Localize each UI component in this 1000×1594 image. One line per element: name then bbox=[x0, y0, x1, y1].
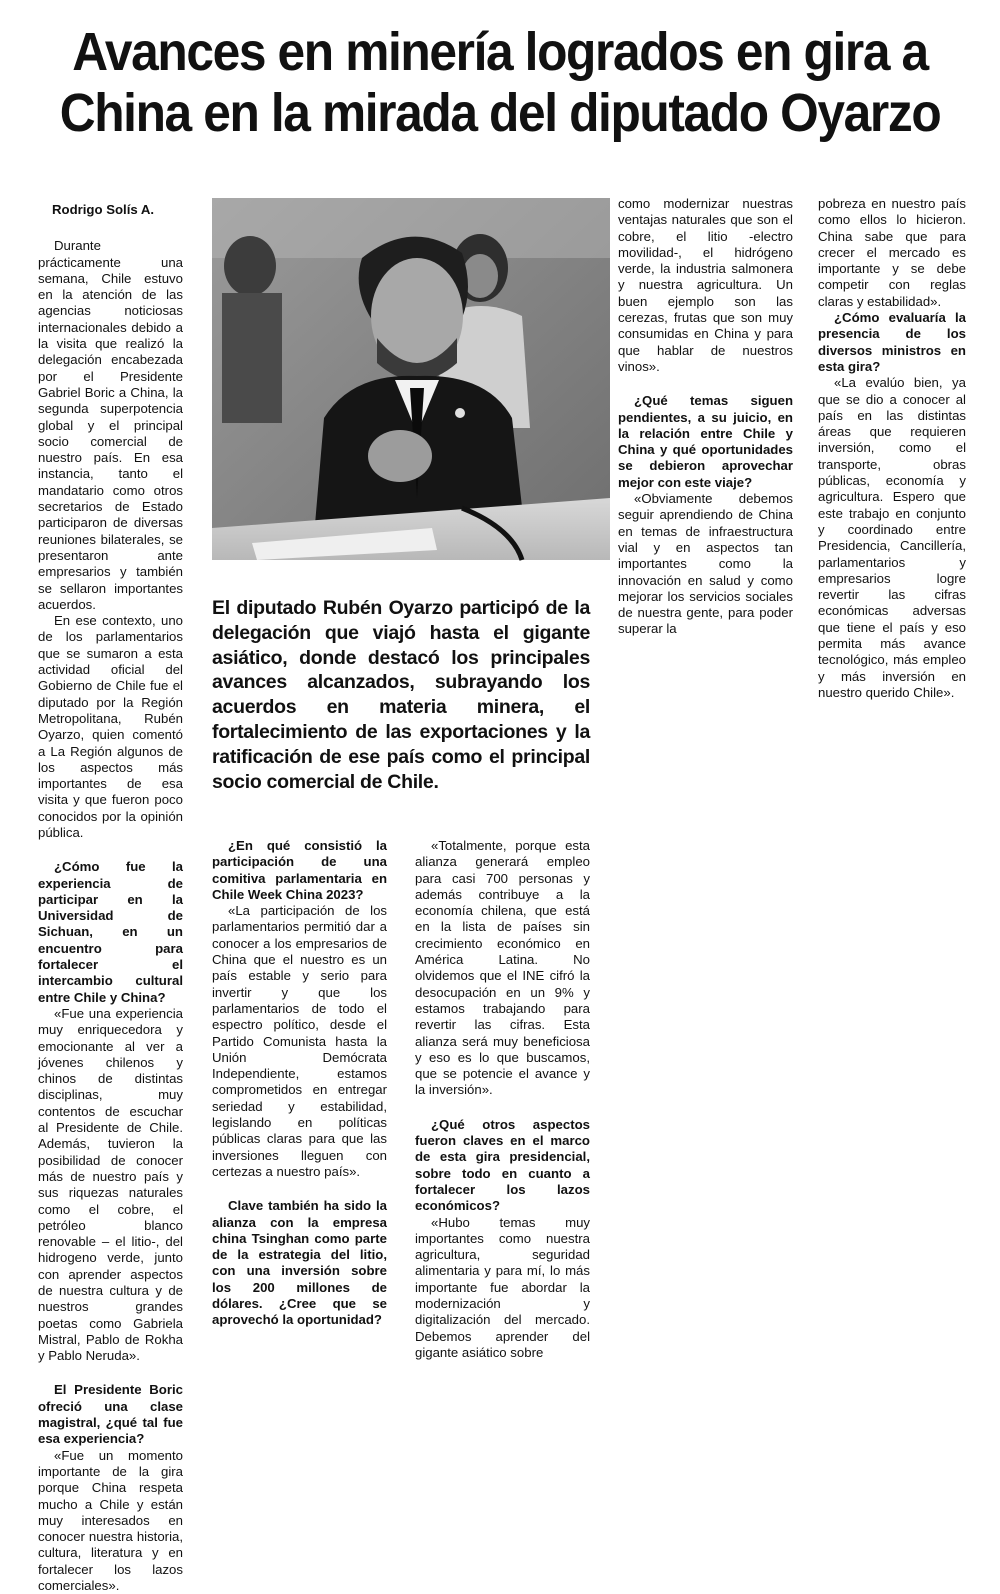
column-1 bbox=[38, 202, 183, 1594]
question: El Presidente Boric ofreció una clase magistral, ¿qué tal fue esa experiencia? bbox=[38, 1382, 183, 1447]
question: Clave también ha sido la alianza con la empresa china Tsinghan como parte de la estrategia del litio, con una inversión sobre los 200 millones de dólares. ¿Cree que se aprovechó la oportunidad? bbox=[212, 1198, 387, 1328]
question: ¿Cómo evaluaría la presencia de los diversos ministros en esta gira? bbox=[818, 310, 966, 374]
byline: Rodrigo Solís A. bbox=[52, 202, 155, 217]
question: ¿Cómo fue la experiencia de participar en la Universidad de Sichuan, en un encuentro para fortalecer el intercambio cultural entre Chile y China? bbox=[38, 859, 183, 1005]
column-5 bbox=[818, 196, 966, 700]
headline: Avances en minería logrados en gira a China en la mirada del diputado Oyarzo bbox=[59, 22, 941, 143]
paragraph: Durante prácticamente una semana, Chile estuvo en la atención de las agencias noticiosas internacionales debido a la visita que realizó la delegación encabezada por el Presidente Gabriel Boric a China, la segunda superpotencia global y el principal socio comercial de nuestro país. En esa instancia, tanto el mandatario como otros secretarios de Estado participaron de diversas reuniones bilaterales, se presentaron ante empresarios y también se sellaron importantes acuerdos. bbox=[38, 238, 183, 612]
answer: «Fue una experiencia muy enriquecedora y emocionante al ver a jóvenes chilenos y chinos de distintas disciplinas, muy contentos de escuchar al Presidente de Chile. Además, tuvieron la posibilidad de conocer más de nuestro país y sus riquezas naturales como el cobre, el petróleo blanco renovable – el litio-, del hidrogeno verde, junto con aprender aspectos de nuestra cultura y de nuestros grandes poetas como Gabriela Mistral, Pablo de Rokha y Pablo Neruda». bbox=[38, 1005, 183, 1364]
answer: como modernizar nuestras ventajas naturales que son el cobre, el litio -electro movilidad-, el hidrógeno verde, la industria salmonera y nuestra agricultura. Un buen ejemplo son las cerezas, frutas que son muy consumidas en China y para que hablar de nuestros vinos». bbox=[618, 196, 793, 374]
answer: «Fue un momento importante de la gira porque China respeta mucho a Chile y están muy interesados en conocer nuestra historia, cultura, literatura y en fortalecer los lazos comerciales». bbox=[38, 1447, 183, 1594]
column-4 bbox=[618, 196, 793, 636]
column-2 bbox=[212, 838, 387, 1358]
answer: «La evalúo bien, ya que se dio a conocer al país en las distintas áreas que requieren inversión, como el transporte, obras públicas, economía y agricultura. Espero que este trabajo en conjunto y coordinado entre Presidencia, Cancillería, parlamentarios y empresarios logre revertir las cifras económicas adversas que tiene el país y eso permita más avance tecnológico, más empleo y más inversión en nuestro querido Chile». bbox=[818, 375, 966, 700]
answer: «Totalmente, porque esta alianza generará empleo para casi 700 personas y además contribuye a la economía chilena, que está en la lista de países sin crecimiento económico en América Latina. No olvidemos que el INE cifró la desocupación en un 9% y estamos trabajando para revertir las cifras. Esta alianza será muy beneficiosa y eso es lo que buscamos, que se potencie el avance y la inversión». bbox=[415, 838, 590, 1098]
photo bbox=[212, 198, 610, 560]
lead-paragraph: El diputado Rubén Oyarzo participó de la delegación que viajó hasta el gigante asiático, donde destacó los principales avances alcanzados, subrayando los acuerdos en materia minera, el fortalecimiento de las exportaciones y la ratificación de ese país como el principal socio comercial de Chile. bbox=[212, 597, 590, 793]
question: ¿Qué otros aspectos fueron claves en el marco de esta gira presidencial, sobre todo en cuanto a fortalecer los lazos económicos? bbox=[415, 1116, 590, 1214]
answer: «Obviamente debemos seguir aprendiendo de China en temas de infraestructura vial y en aspectos tan importantes como la innovación en salud y como mejorar los servicios sociales de nuestra gente, para poder superar la bbox=[618, 491, 793, 637]
paragraph: En ese contexto, uno de los parlamentarios que se sumaron a esta actividad oficial del Gobierno de Chile fue el diputado por la Región Metropolitana, Rubén Oyarzo, quien comentó a La Región algunos de los aspectos más importantes de esa visita y que fueron poco conocidos por la opinión pública. bbox=[38, 613, 183, 840]
answer: pobreza en nuestro país como ellos lo hicieron. China sabe que para crecer el mercado es importante y se debe competir con reglas claras y estabilidad». bbox=[818, 196, 966, 309]
answer: «Hubo temas muy importantes como nuestra agricultura, seguridad alimentaria y para mí, lo más importante fue abordar la modernización y digitalización del mercado. Debemos aprender del gigante asiático sobre bbox=[415, 1214, 590, 1360]
column-3 bbox=[415, 838, 590, 1358]
question: ¿Qué temas siguen pendientes, a su juicio, en la relación entre Chile y China y qué oportunidades se debieron aprovechar mejor con este viaje? bbox=[618, 393, 793, 490]
question: ¿En qué consistió la participación de una comitiva parlamentaria en Chile Week China 2023? bbox=[212, 838, 387, 902]
answer: «La participación de los parlamentarios permitió dar a conocer a los empresarios de China que el nuestro es un país estable y serio para invertir y que los parlamentarios de todo el espectro político, desde el Partido Comunista hasta la Unión Demócrata Independiente, estamos comprometidos en entregar seriedad y estabilidad, legislando en políticas públicas claras para que las inversiones lleguen con certezas a nuestro país». bbox=[212, 903, 387, 1179]
